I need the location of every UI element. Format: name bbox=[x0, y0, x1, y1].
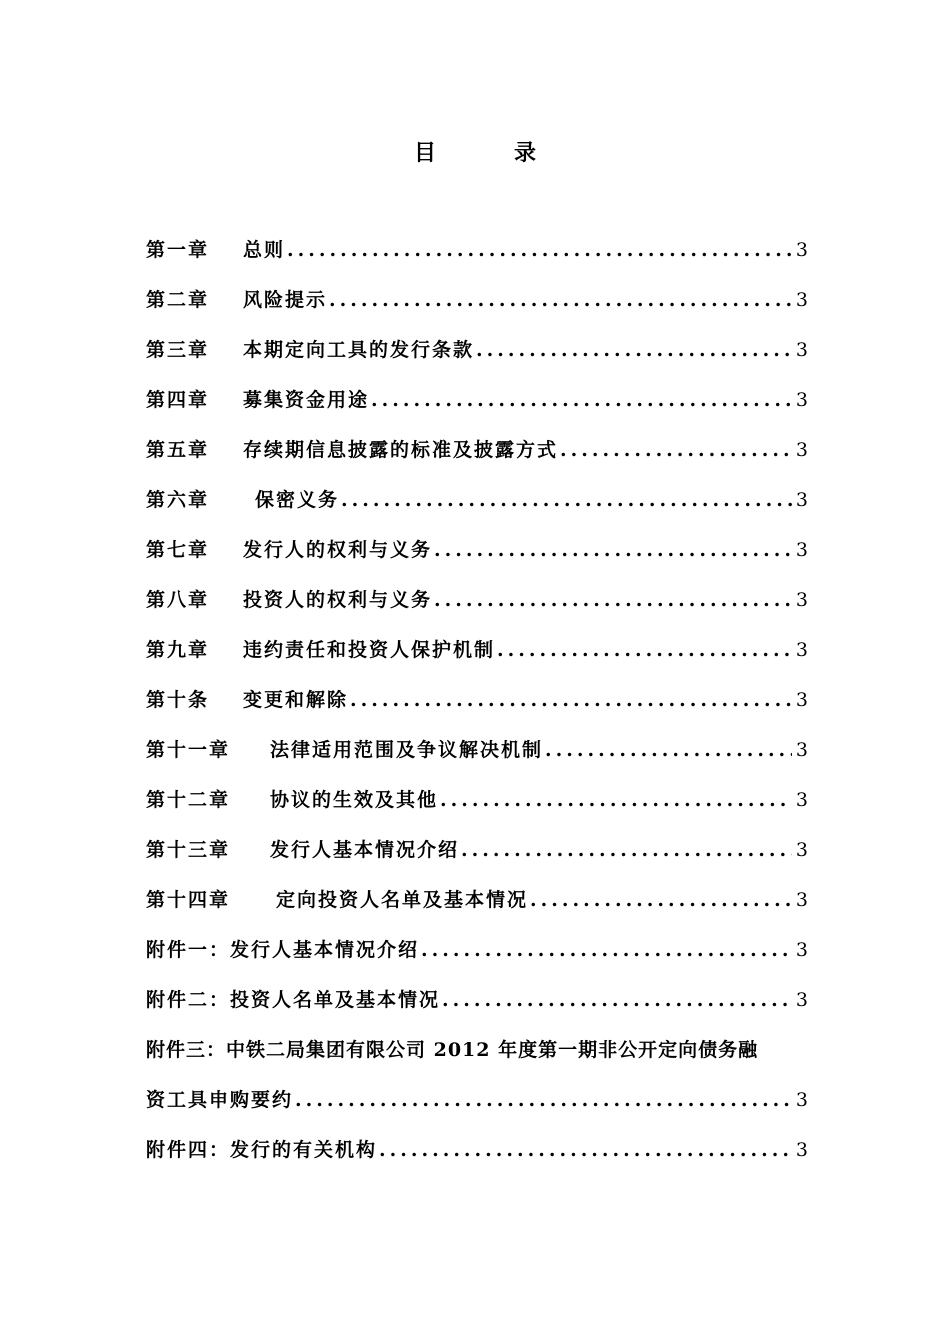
toc-appendix-3-line1[interactable] bbox=[146, 1030, 808, 1080]
page-number: 3 bbox=[795, 1139, 808, 1161]
leader-dots bbox=[497, 630, 792, 670]
leader-dots bbox=[350, 680, 792, 720]
page-number: 3 bbox=[795, 589, 808, 611]
toc-entry-8[interactable] bbox=[146, 580, 808, 630]
appendix-title: 附件三：中铁二局集团有限公司 2012 年度第一期非公开定向债务融 bbox=[146, 1039, 759, 1061]
chapter-title: 法律适用范围及争议解决机制 bbox=[270, 739, 544, 761]
page-number: 3 bbox=[795, 789, 808, 811]
chapter-number: 第十三章 bbox=[146, 839, 231, 861]
leader-dots bbox=[545, 730, 792, 770]
appendix-title: 附件一：发行人基本情况介绍 bbox=[146, 939, 420, 961]
chapter-number: 第十四章 bbox=[146, 889, 231, 911]
toc-entry-13[interactable] bbox=[146, 830, 808, 880]
chapter-title: 违约责任和投资人保护机制 bbox=[243, 639, 496, 661]
page-number: 3 bbox=[795, 1089, 808, 1111]
toc-entry-7[interactable] bbox=[146, 530, 808, 580]
chapter-title: 协议的生效及其他 bbox=[270, 789, 439, 811]
toc-appendix-3-line2[interactable] bbox=[146, 1080, 808, 1130]
page-number: 3 bbox=[795, 739, 808, 761]
chapter-number: 第九章 bbox=[146, 639, 210, 661]
page-number: 3 bbox=[795, 339, 808, 361]
page-number: 3 bbox=[795, 289, 808, 311]
leader-dots bbox=[329, 280, 792, 320]
toc-appendix-2[interactable] bbox=[146, 980, 808, 1030]
chapter-number: 第四章 bbox=[146, 389, 210, 411]
leader-dots bbox=[476, 330, 792, 370]
chapter-number: 第二章 bbox=[146, 289, 210, 311]
chapter-number: 第十一章 bbox=[146, 739, 231, 761]
chapter-title: 本期定向工具的发行条款 bbox=[243, 339, 475, 361]
leader-dots bbox=[371, 380, 792, 420]
leader-dots bbox=[295, 1080, 792, 1120]
chapter-title: 总则 bbox=[243, 239, 286, 261]
leader-dots bbox=[421, 930, 792, 970]
page-number: 3 bbox=[795, 839, 808, 861]
leader-dots bbox=[341, 480, 792, 520]
toc-entry-14[interactable] bbox=[146, 880, 808, 930]
table-of-contents bbox=[146, 230, 808, 1180]
chapter-number: 第八章 bbox=[146, 589, 210, 611]
page-number: 3 bbox=[795, 689, 808, 711]
leader-dots bbox=[434, 580, 792, 620]
chapter-title: 募集资金用途 bbox=[243, 389, 370, 411]
chapter-number: 第七章 bbox=[146, 539, 210, 561]
page-number: 3 bbox=[795, 989, 808, 1011]
toc-appendix-1[interactable] bbox=[146, 930, 808, 980]
chapter-title: 定向投资人名单及基本情况 bbox=[276, 889, 529, 911]
toc-entry-10[interactable] bbox=[146, 680, 808, 730]
toc-entry-6[interactable] bbox=[146, 480, 808, 530]
leader-dots bbox=[434, 530, 792, 570]
appendix-title: 附件四：发行的有关机构 bbox=[146, 1139, 378, 1161]
chapter-number: 第十二章 bbox=[146, 789, 231, 811]
chapter-title: 变更和解除 bbox=[243, 689, 349, 711]
leader-dots bbox=[530, 880, 792, 920]
chapter-number: 第六章 bbox=[146, 489, 210, 511]
leader-dots bbox=[560, 430, 792, 470]
toc-entry-12[interactable] bbox=[146, 780, 808, 830]
page-number: 3 bbox=[795, 539, 808, 561]
appendix-title-continued: 资工具申购要约 bbox=[146, 1089, 294, 1111]
toc-entry-5[interactable] bbox=[146, 430, 808, 480]
page-number: 3 bbox=[795, 389, 808, 411]
page-number: 3 bbox=[795, 639, 808, 661]
toc-entry-3[interactable] bbox=[146, 330, 808, 380]
page-number: 3 bbox=[795, 439, 808, 461]
leader-dots bbox=[440, 780, 792, 820]
page-number: 3 bbox=[795, 889, 808, 911]
leader-dots bbox=[461, 830, 792, 870]
chapter-title: 发行人基本情况介绍 bbox=[270, 839, 460, 861]
leader-dots bbox=[442, 980, 792, 1020]
chapter-title: 发行人的权利与义务 bbox=[243, 539, 433, 561]
chapter-number: 第五章 bbox=[146, 439, 210, 461]
chapter-title: 风险提示 bbox=[243, 289, 328, 311]
toc-title: 目 录 bbox=[413, 140, 564, 166]
chapter-title: 保密义务 bbox=[255, 489, 340, 511]
chapter-number: 第十条 bbox=[146, 689, 210, 711]
page-number: 3 bbox=[795, 939, 808, 961]
page-number: 3 bbox=[795, 239, 808, 261]
toc-entry-2[interactable] bbox=[146, 280, 808, 330]
toc-entry-9[interactable] bbox=[146, 630, 808, 680]
toc-appendix-4[interactable] bbox=[146, 1130, 808, 1180]
toc-entry-11[interactable] bbox=[146, 730, 808, 780]
toc-entry-1[interactable] bbox=[146, 230, 808, 280]
page-number: 3 bbox=[795, 489, 808, 511]
toc-entry-4[interactable] bbox=[146, 380, 808, 430]
chapter-number: 第一章 bbox=[146, 239, 210, 261]
chapter-number: 第三章 bbox=[146, 339, 210, 361]
chapter-title: 存续期信息披露的标准及披露方式 bbox=[243, 439, 559, 461]
chapter-title: 投资人的权利与义务 bbox=[243, 589, 433, 611]
leader-dots bbox=[379, 1130, 792, 1170]
appendix-title: 附件二：投资人名单及基本情况 bbox=[146, 989, 441, 1011]
leader-dots bbox=[287, 230, 792, 270]
